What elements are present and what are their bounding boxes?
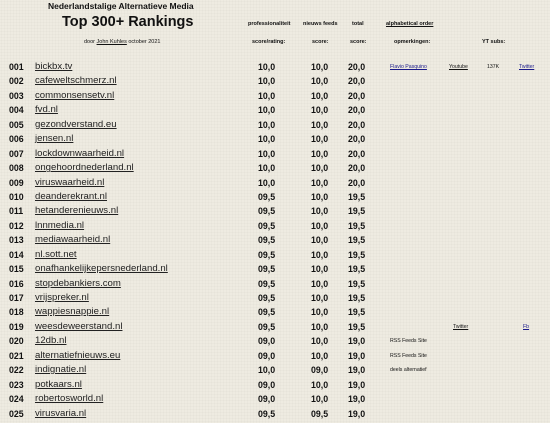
table-row [0,307,550,321]
total-score: 20,0 [348,177,366,188]
site-link[interactable]: indignatie.nl [35,364,87,376]
total-score: 20,0 [348,119,366,130]
table-row [0,149,550,163]
site-link[interactable]: jensen.nl [35,133,74,145]
rank-number: 002 [9,76,24,87]
total-score: 20,0 [348,76,366,87]
total-score: 19,0 [348,394,366,405]
table-row [0,380,550,394]
column-header-score-news: score: [312,39,329,45]
table-row [0,264,550,278]
note-text: 137K [487,64,500,70]
total-score: 19,5 [348,307,366,318]
note-link[interactable]: Twitter [519,64,535,70]
rank-number: 003 [9,90,24,101]
nieuws-feeds-score: 10,0 [311,264,329,275]
nieuws-feeds-score: 10,0 [311,394,329,405]
professionaliteit-score: 10,0 [258,177,276,188]
total-score: 19,5 [348,206,366,217]
site-link[interactable]: vrijspreker.nl [35,292,89,303]
professionaliteit-score: 10,0 [258,90,276,101]
total-score: 19,5 [348,220,366,231]
rankings-table [0,62,550,423]
site-link[interactable]: alternatiefnieuws.eu [35,349,121,361]
rank-number: 019 [9,321,24,332]
total-score: 19,5 [348,191,366,202]
author-link[interactable]: John Kuhles [96,39,127,45]
site-link[interactable]: deanderekrant.nl [35,190,108,202]
total-score: 20,0 [348,90,366,101]
rank-number: 007 [9,148,24,159]
nieuws-feeds-score: 10,0 [311,163,329,174]
site-link[interactable]: fvd.nl [35,104,58,116]
nieuws-feeds-score: 10,0 [311,76,329,87]
total-score: 20,0 [348,163,366,174]
table-row [0,235,550,249]
table-row [0,250,550,264]
rank-number: 020 [9,336,24,347]
professionaliteit-score: 09,5 [258,264,276,275]
note-link[interactable]: Twitter [453,323,469,330]
column-header-score-rating: score/rating: [252,39,286,45]
total-score: 19,0 [348,350,366,361]
rank-number: 011 [9,206,24,217]
table-row [0,351,550,365]
professionaliteit-score: 10,0 [258,62,276,72]
column-header-yt-subs: YT subs: [482,39,506,45]
nieuws-feeds-score: 10,0 [311,235,329,246]
professionaliteit-score: 10,0 [258,163,276,174]
note-text: RSS Feeds Site [390,352,427,359]
total-score: 19,0 [348,336,366,347]
rank-number: 018 [9,307,24,318]
nieuws-feeds-score: 10,0 [311,105,329,116]
site-link[interactable]: virusvaria.nl [35,407,87,419]
professionaliteit-score: 09,5 [258,220,276,231]
nieuws-feeds-score: 10,0 [311,379,329,390]
rank-number: 022 [9,365,24,376]
note-link[interactable]: Flavio Pasquino [390,64,427,70]
site-link[interactable]: stopdebankiers.com [35,277,121,289]
table-row [0,336,550,350]
table-row [0,206,550,220]
table-row [0,279,550,293]
nieuws-feeds-score: 10,0 [311,220,329,231]
rank-number: 004 [9,105,24,116]
total-score: 19,5 [348,321,366,332]
professionaliteit-score: 09,5 [258,321,276,332]
site-link[interactable]: nl.sott.net [35,248,77,260]
rank-number: 017 [9,293,24,303]
site-link[interactable]: cafeweltschmerz.nl [35,75,117,87]
professionaliteit-score: 09,5 [258,307,276,318]
column-header-total: total [352,21,364,27]
professionaliteit-score: 09,0 [258,350,276,361]
professionaliteit-score: 10,0 [258,365,276,376]
alphabetical-order-link[interactable]: alphabetical order [386,21,434,27]
byline [84,39,160,45]
nieuws-feeds-score: 10,0 [311,177,329,188]
rank-number: 024 [9,394,24,405]
rank-number: 021 [9,350,24,361]
nieuws-feeds-score: 10,0 [311,191,329,202]
total-score: 19,0 [348,379,366,390]
column-header-opmerkingen: opmerkingen: [394,39,431,45]
note-text: RSS Feeds Site [390,338,427,345]
rank-number: 010 [9,191,24,202]
total-score: 19,5 [348,293,366,303]
page-title: Top 300+ Rankings [62,14,194,30]
professionaliteit-score: 10,0 [258,134,276,145]
nieuws-feeds-score: 10,0 [311,293,329,303]
professionaliteit-score: 09,5 [258,191,276,202]
professionaliteit-score: 09,5 [258,278,276,289]
site-link[interactable]: robertosworld.nl [35,393,104,405]
table-row [0,91,550,105]
nieuws-feeds-score: 10,0 [311,350,329,361]
site-link[interactable]: lockdownwaarheid.nl [35,147,125,159]
byline-date: october 2021 [128,39,161,45]
site-link[interactable]: weesdeweerstand.nl [35,320,123,332]
note-link[interactable]: Fb [523,323,530,330]
rank-number: 023 [9,379,24,390]
total-score: 20,0 [348,148,366,159]
total-score: 19,5 [348,264,366,275]
table-row [0,293,550,307]
rank-number: 001 [9,62,24,72]
rank-number: 012 [9,220,24,231]
site-link[interactable]: gezondverstand.eu [35,118,117,130]
column-header-nieuws-feeds: nieuws feeds [303,21,338,27]
professionaliteit-score: 09,5 [258,293,276,303]
table-row [0,394,550,408]
total-score: 19,5 [348,278,366,289]
table-row [0,221,550,235]
site-link[interactable]: wappiesnappie.nl [35,306,110,318]
rank-number: 013 [9,235,24,246]
nieuws-feeds-score: 10,0 [311,278,329,289]
nieuws-feeds-score: 10,0 [311,119,329,130]
byline-prefix: door [84,39,96,45]
site-link[interactable]: commonsensetv.nl [35,89,115,101]
page-subtitle: Nederlandstalige Alternatieve Media [48,1,194,11]
site-link[interactable]: onafhankelijkepersnederland.nl [35,263,168,275]
site-link[interactable]: ongehoordnederland.nl [35,162,134,174]
rank-number: 008 [9,163,24,174]
nieuws-feeds-score: 10,0 [311,321,329,332]
total-score: 19,5 [348,249,366,260]
table-row [0,76,550,90]
professionaliteit-score: 09,0 [258,394,276,405]
rank-number: 006 [9,134,24,145]
rank-number: 009 [9,177,24,188]
table-row [0,120,550,134]
table-row [0,409,550,423]
total-score: 20,0 [348,62,366,72]
table-row [0,163,550,177]
total-score: 19,5 [348,235,366,246]
column-header-professionaliteit: professionaliteit [248,21,291,27]
table-row [0,322,550,336]
table-row [0,62,550,76]
total-score: 20,0 [348,134,366,145]
professionaliteit-score: 10,0 [258,105,276,116]
site-link[interactable]: lnnmedia.nl [35,219,85,231]
total-score: 20,0 [348,105,366,116]
table-row [0,105,550,119]
site-link[interactable]: bickbx.tv [35,61,73,72]
note-text: deels alternatief [390,367,427,374]
nieuws-feeds-score: 10,0 [311,249,329,260]
rank-number: 025 [9,408,24,419]
nieuws-feeds-score: 10,0 [311,148,329,159]
rank-number: 015 [9,264,24,275]
professionaliteit-score: 10,0 [258,119,276,130]
nieuws-feeds-score: 10,0 [311,62,329,72]
professionaliteit-score: 09,5 [258,249,276,260]
column-header-score-total: score: [350,39,367,45]
nieuws-feeds-score: 10,0 [311,336,329,347]
total-score: 19,0 [348,408,366,419]
site-link[interactable]: hetanderenieuws.nl [35,205,119,217]
rank-number: 014 [9,249,24,260]
professionaliteit-score: 09,5 [258,235,276,246]
professionaliteit-score: 09,5 [258,206,276,217]
professionaliteit-score: 09,0 [258,336,276,347]
nieuws-feeds-score: 10,0 [311,307,329,318]
nieuws-feeds-score: 10,0 [311,206,329,217]
site-link[interactable]: viruswaarheid.nl [35,176,105,188]
nieuws-feeds-score: 09,0 [311,365,329,376]
table-row [0,134,550,148]
nieuws-feeds-score: 10,0 [311,90,329,101]
total-score: 19,0 [348,365,366,376]
table-row [0,192,550,206]
professionaliteit-score: 09,5 [258,408,276,419]
site-link[interactable]: 12db.nl [35,335,67,347]
site-link[interactable]: mediawaarheid.nl [35,234,111,246]
professionaliteit-score: 10,0 [258,76,276,87]
rank-number: 016 [9,278,24,289]
nieuws-feeds-score: 10,0 [311,134,329,145]
nieuws-feeds-score: 09,5 [311,408,329,419]
professionaliteit-score: 10,0 [258,148,276,159]
site-link[interactable]: potkaars.nl [35,378,82,390]
table-row [0,178,550,192]
rank-number: 005 [9,119,24,130]
table-row [0,365,550,379]
note-link[interactable]: Youtube [449,64,468,70]
professionaliteit-score: 09,0 [258,379,276,390]
